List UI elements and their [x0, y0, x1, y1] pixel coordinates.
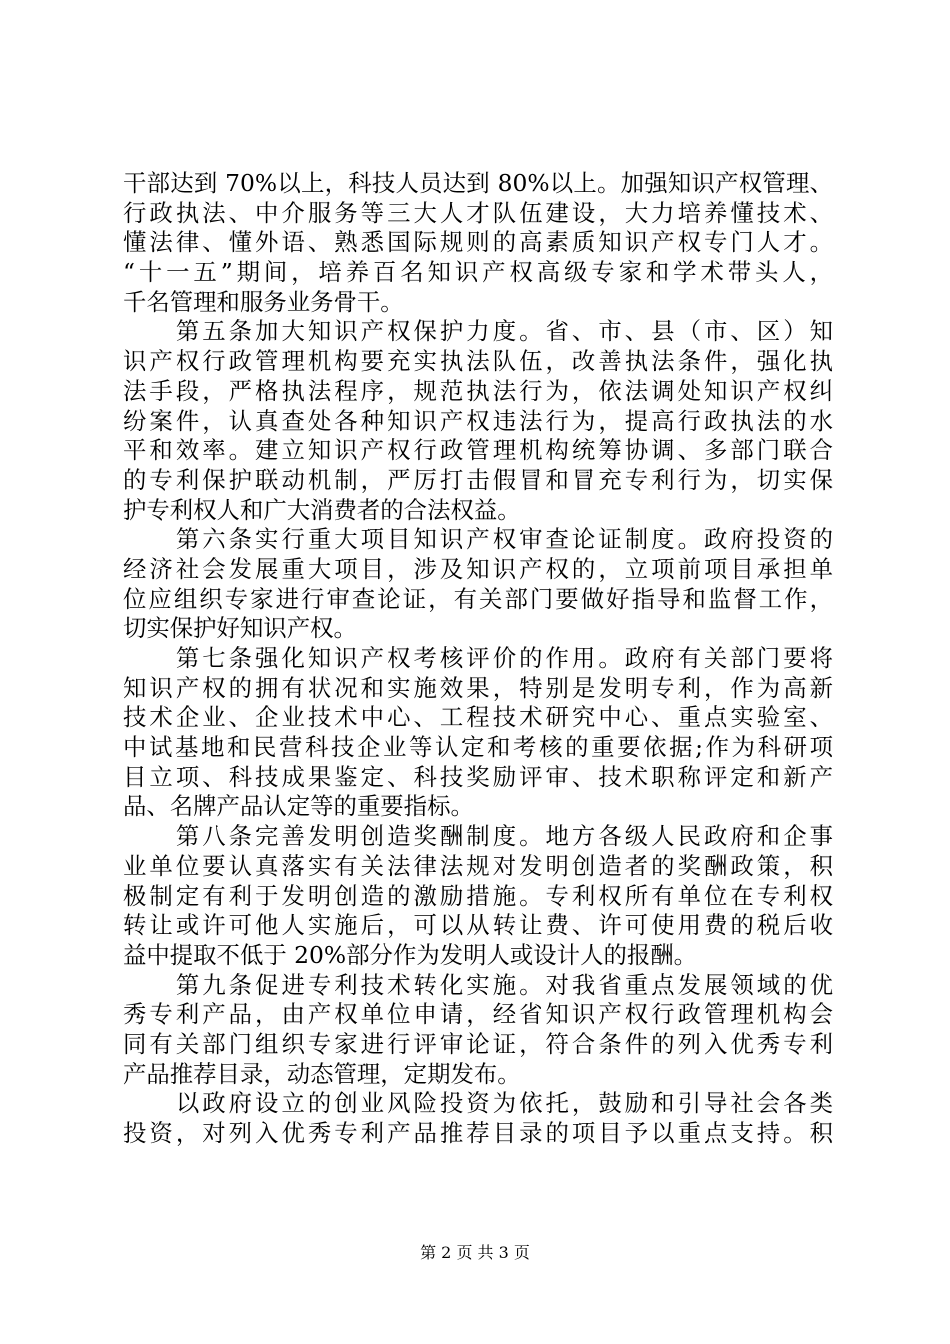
- text-line: 第七条强化知识产权考核评价的作用。政府有关部门要将: [123, 644, 833, 672]
- text-line: 业单位要认真落实有关法律法规对发明创造者的奖酬政策，积: [123, 851, 833, 880]
- text-line: 第九条促进专利技术转化实施。对我省重点发展领域的优: [123, 970, 833, 999]
- text-line: 第六条实行重大项目知识产权审查论证制度。政府投资的: [123, 525, 833, 554]
- text-line: 目立项、科技成果鉴定、科技奖励评审、技术职称评定和新产: [123, 762, 833, 791]
- text-line: 纷案件，认真查处各种知识产权违法行为，提高行政执法的水: [123, 406, 833, 435]
- text-line: 同有关部门组织专家进行评审论证，符合条件的列入优秀专利: [123, 1029, 833, 1058]
- text-line: 转让或许可他人实施后，可以从转让费、许可使用费的税后收: [123, 911, 833, 940]
- text-line: 技术企业、企业技术中心、工程技术研究中心、重点实验室、: [123, 703, 833, 732]
- text-line: 懂法律、懂外语、熟悉国际规则的高素质知识产权专门人才。: [123, 228, 833, 257]
- text-line: 品、名牌产品认定等的重要指标。: [123, 792, 474, 821]
- text-line: 护专利权人和广大消费者的合法权益。: [123, 495, 521, 524]
- text-line: 第八条完善发明创造奖酬制度。地方各级人民政府和企事: [123, 822, 833, 851]
- text-line: 益中提取不低于 20%部分作为发明人或设计人的报酬。: [123, 940, 698, 969]
- text-line: 秀专利产品，由产权单位申请，经省知识产权行政管理机构会: [123, 1000, 833, 1029]
- text-line: 的专利保护联动机制，严厉打击假冒和冒充专利行为，切实保: [123, 465, 833, 494]
- page-footer: [0, 1243, 950, 1263]
- text-line: 位应组织专家进行审查论证，有关部门要做好指导和监督工作，: [123, 584, 833, 613]
- text-line: 极制定有利于发明创造的激励措施。专利权所有单位在专利权: [123, 881, 833, 910]
- text-line: 行政执法、中介服务等三大人才队伍建设，大力培养懂技术、: [123, 198, 833, 227]
- text-line: 平和效率。建立知识产权行政管理机构统筹协调、多部门联合: [123, 436, 833, 465]
- text-line: 产品推荐目录，动态管理，定期发布。: [123, 1059, 521, 1088]
- text-line: 中试基地和民营科技企业等认定和考核的重要依据;作为科研项: [123, 733, 833, 762]
- text-line: “十一五”期间，培养百名知识产权高级专家和学术带头人，: [123, 258, 833, 287]
- text-line: 识产权行政管理机构要充实执法队伍，改善执法条件，强化执: [123, 347, 833, 376]
- text-line: 投资，对列入优秀专利产品推荐目录的项目予以重点支持。积: [123, 1119, 833, 1147]
- text-line: 千名管理和服务业务骨干。: [123, 287, 404, 316]
- text-line: 法手段，严格执法程序，规范执法行为，依法调处知识产权纠: [123, 376, 833, 405]
- text-line: 以政府设立的创业风险投资为依托，鼓励和引导社会各类: [123, 1089, 833, 1118]
- text-line: 知识产权的拥有状况和实施效果，特别是发明专利，作为高新: [123, 673, 833, 702]
- page-number-label: 第 2 页 共 3 页: [420, 1243, 530, 1262]
- text-line: 第五条加大知识产权保护力度。省、市、县（市、区）知: [123, 317, 833, 346]
- text-line: 经济社会发展重大项目，涉及知识产权的，立项前项目承担单: [123, 554, 833, 583]
- text-line: 干部达到 70%以上，科技人员达到 80%以上。加强知识产权管理、: [123, 169, 833, 197]
- body-text: [123, 169, 833, 1149]
- text-line: 切实保护好知识产权。: [123, 614, 357, 643]
